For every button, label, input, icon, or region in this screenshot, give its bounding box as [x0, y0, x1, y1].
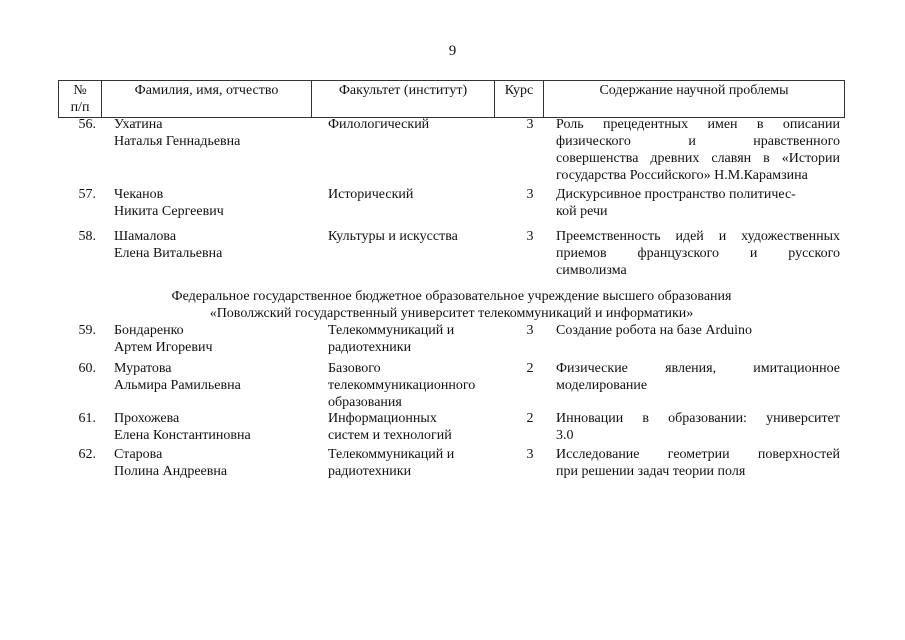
header-num-line2: п/п	[70, 100, 90, 115]
row-fullname	[114, 410, 319, 444]
row-given-name: Наталья Геннадьевна	[114, 134, 241, 149]
row-fullname	[114, 446, 319, 480]
row-fullname	[114, 186, 319, 220]
row-fullname	[114, 116, 319, 150]
header-name: Фамилия, имя, отчество	[102, 81, 312, 118]
row-course: 2	[526, 361, 534, 376]
row-surname: Прохожева	[114, 411, 180, 426]
row-surname: Чеканов	[114, 187, 164, 202]
row-topic-line: Роль прецедентных имен в описании	[556, 117, 840, 132]
table-row	[58, 228, 845, 280]
row-surname: Муратова	[114, 361, 172, 376]
table-row	[58, 322, 845, 358]
row-faculty-line: телекоммуникационного	[328, 378, 476, 393]
table-row	[58, 186, 845, 226]
row-topic-line: Создание робота на базе Arduino	[556, 323, 753, 338]
row-given-name: Елена Витальевна	[114, 246, 223, 261]
row-number: 62.	[78, 447, 96, 462]
row-faculty-line: систем и технологий	[328, 428, 452, 443]
row-topic-line: символизма	[556, 263, 627, 278]
university-heading-line2: «Поволжский государственный университет телекоммуникаций и информатики»	[209, 306, 694, 321]
row-topic-line: государства Российского» Н.М.Карамзина	[556, 168, 808, 183]
row-topic-line: Дискурсивное пространство политичес-	[556, 187, 796, 202]
row-fullname	[114, 322, 319, 356]
row-course: 3	[526, 323, 534, 338]
table-row	[58, 410, 845, 446]
table-row	[58, 116, 845, 184]
header-num	[59, 81, 102, 118]
row-number: 59.	[78, 323, 96, 338]
row-faculty	[328, 410, 508, 444]
row-faculty-line: радиотехники	[328, 340, 412, 355]
row-given-name: Альмира Рамильевна	[114, 378, 241, 393]
table-header	[58, 80, 845, 118]
row-given-name: Артем Игоревич	[114, 340, 213, 355]
row-topic	[556, 116, 840, 184]
row-faculty-line: Базового	[328, 361, 381, 376]
row-given-name: Елена Константиновна	[114, 428, 251, 443]
row-faculty	[328, 322, 508, 356]
header-topic: Содержание научной проблемы	[544, 81, 845, 118]
row-number: 58.	[78, 229, 96, 244]
row-surname: Ухатина	[114, 117, 163, 132]
row-topic	[556, 228, 840, 279]
table-row	[58, 360, 845, 412]
row-course: 3	[526, 117, 534, 132]
row-given-name: Никита Сергеевич	[114, 204, 224, 219]
row-faculty	[328, 116, 508, 133]
row-faculty-line: Телекоммуникаций и	[328, 323, 455, 338]
row-course: 3	[526, 229, 534, 244]
row-fullname	[114, 228, 319, 262]
row-given-name: Полина Андреевна	[114, 464, 228, 479]
row-topic-line: физического и нравственного	[556, 134, 840, 149]
row-surname: Шамалова	[114, 229, 177, 244]
row-faculty-line: Телекоммуникаций и	[328, 447, 455, 462]
row-fullname	[114, 360, 319, 394]
row-topic-line: приемов французского и русского	[556, 246, 840, 261]
row-faculty-line: радиотехники	[328, 464, 412, 479]
row-number: 60.	[78, 361, 96, 376]
row-topic	[556, 360, 840, 394]
row-course: 2	[526, 411, 534, 426]
row-faculty	[328, 228, 508, 245]
row-topic	[556, 410, 840, 444]
row-topic	[556, 446, 840, 480]
row-topic-line: Физические явления, имитационное	[556, 361, 840, 376]
row-surname: Бондаренко	[114, 323, 184, 338]
row-topic	[556, 186, 840, 220]
row-faculty	[328, 186, 508, 203]
row-topic	[556, 322, 840, 339]
row-number: 56.	[78, 117, 96, 132]
row-faculty	[328, 360, 508, 411]
row-course: 3	[526, 447, 534, 462]
row-topic-line: Преемственность идей и художественных	[556, 229, 840, 244]
row-faculty-line: Исторический	[328, 187, 414, 202]
row-topic-line: 3.0	[556, 428, 574, 443]
row-topic-line: кой речи	[556, 204, 608, 219]
row-surname: Старова	[114, 447, 163, 462]
table-row	[58, 446, 845, 482]
row-faculty-line: образования	[328, 395, 402, 410]
row-faculty-line: Культуры и искусства	[328, 229, 458, 244]
row-course: 3	[526, 187, 534, 202]
university-heading-line1: Федеральное государственное бюджетное образовательное учреждение высшего образования	[171, 289, 732, 304]
row-faculty-line: Филологический	[328, 117, 430, 132]
row-topic-line: при решении задач теории поля	[556, 464, 746, 479]
row-number: 57.	[78, 187, 96, 202]
row-faculty-line: Информационных	[328, 411, 437, 426]
row-topic-line: Инновации в образовании: университет	[556, 411, 840, 426]
header-faculty: Факультет (институт)	[312, 81, 495, 118]
header-course: Курс	[495, 81, 544, 118]
row-topic-line: Исследование геометрии поверхностей	[556, 447, 840, 462]
row-number: 61.	[78, 411, 96, 426]
page-number: 9	[448, 43, 457, 59]
row-topic-line: моделирование	[556, 378, 648, 393]
header-num-line1: №	[73, 83, 87, 98]
row-topic-line: совершенства древних славян в «Истории	[556, 151, 840, 166]
row-faculty	[328, 446, 508, 480]
